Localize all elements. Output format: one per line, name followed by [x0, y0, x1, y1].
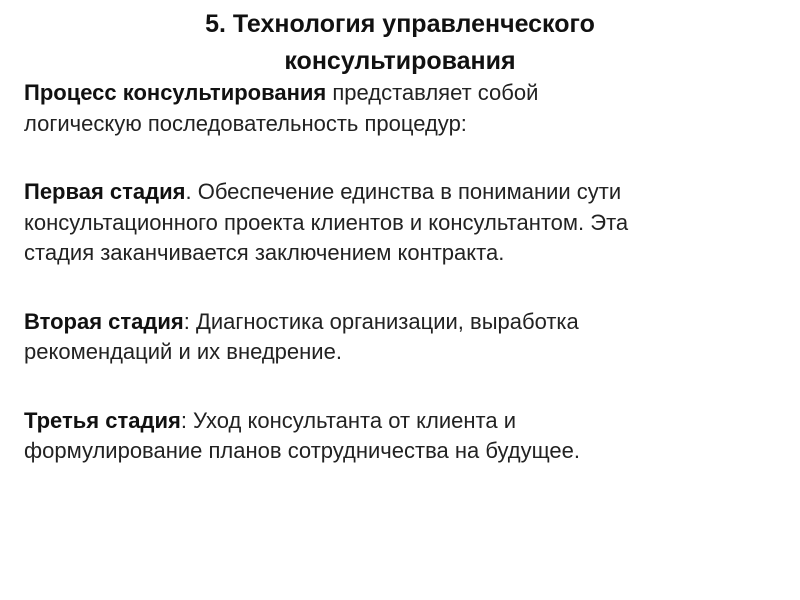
intro-line-1 [24, 78, 784, 109]
intro-bold: Процесс консультирования [24, 80, 327, 105]
stage-3-line-1-rest: : Уход консультанта от клиента и [180, 407, 517, 433]
intro-line-2: логическую последовательность процедур: [24, 110, 467, 136]
slide-title [0, 6, 800, 80]
stage-3-line-2: формулирование планов сотрудничества на будущее. [24, 438, 581, 463]
stage-3-paragraph [24, 406, 784, 467]
intro-paragraph [24, 78, 784, 139]
slide-body [24, 78, 784, 467]
stage-1-line-1-rest: . Обеспечение единства в понимании сути [185, 179, 622, 204]
stage-1-line-1 [24, 177, 784, 208]
title-line-2: консультирования [284, 47, 516, 75]
stage-3-bold: Третья стадия [24, 407, 181, 433]
stage-1-paragraph [24, 177, 784, 269]
paragraph-gap [24, 269, 784, 307]
stage-3-line-1 [24, 406, 784, 437]
stage-1-line-3: стадия заканчивается заключением контракта. [24, 240, 505, 265]
stage-2-line-2: рекомендаций и их внедрение. [24, 339, 342, 364]
stage-2-line-1 [24, 307, 784, 338]
paragraph-gap [24, 139, 784, 177]
intro-line-1-rest: представляет собой [326, 80, 539, 105]
stage-1-line-2: консультационного проекта клиентов и консультантом. Эта [24, 209, 629, 235]
stage-1-bold: Первая стадия [24, 179, 186, 204]
title-line-1: 5. Технология управленческого [205, 10, 595, 38]
stage-2-line-1-rest: : Диагностика организации, выработка [183, 308, 579, 334]
stage-2-paragraph [24, 307, 784, 368]
stage-2-bold: Вторая стадия [24, 308, 184, 334]
paragraph-gap [24, 368, 784, 406]
